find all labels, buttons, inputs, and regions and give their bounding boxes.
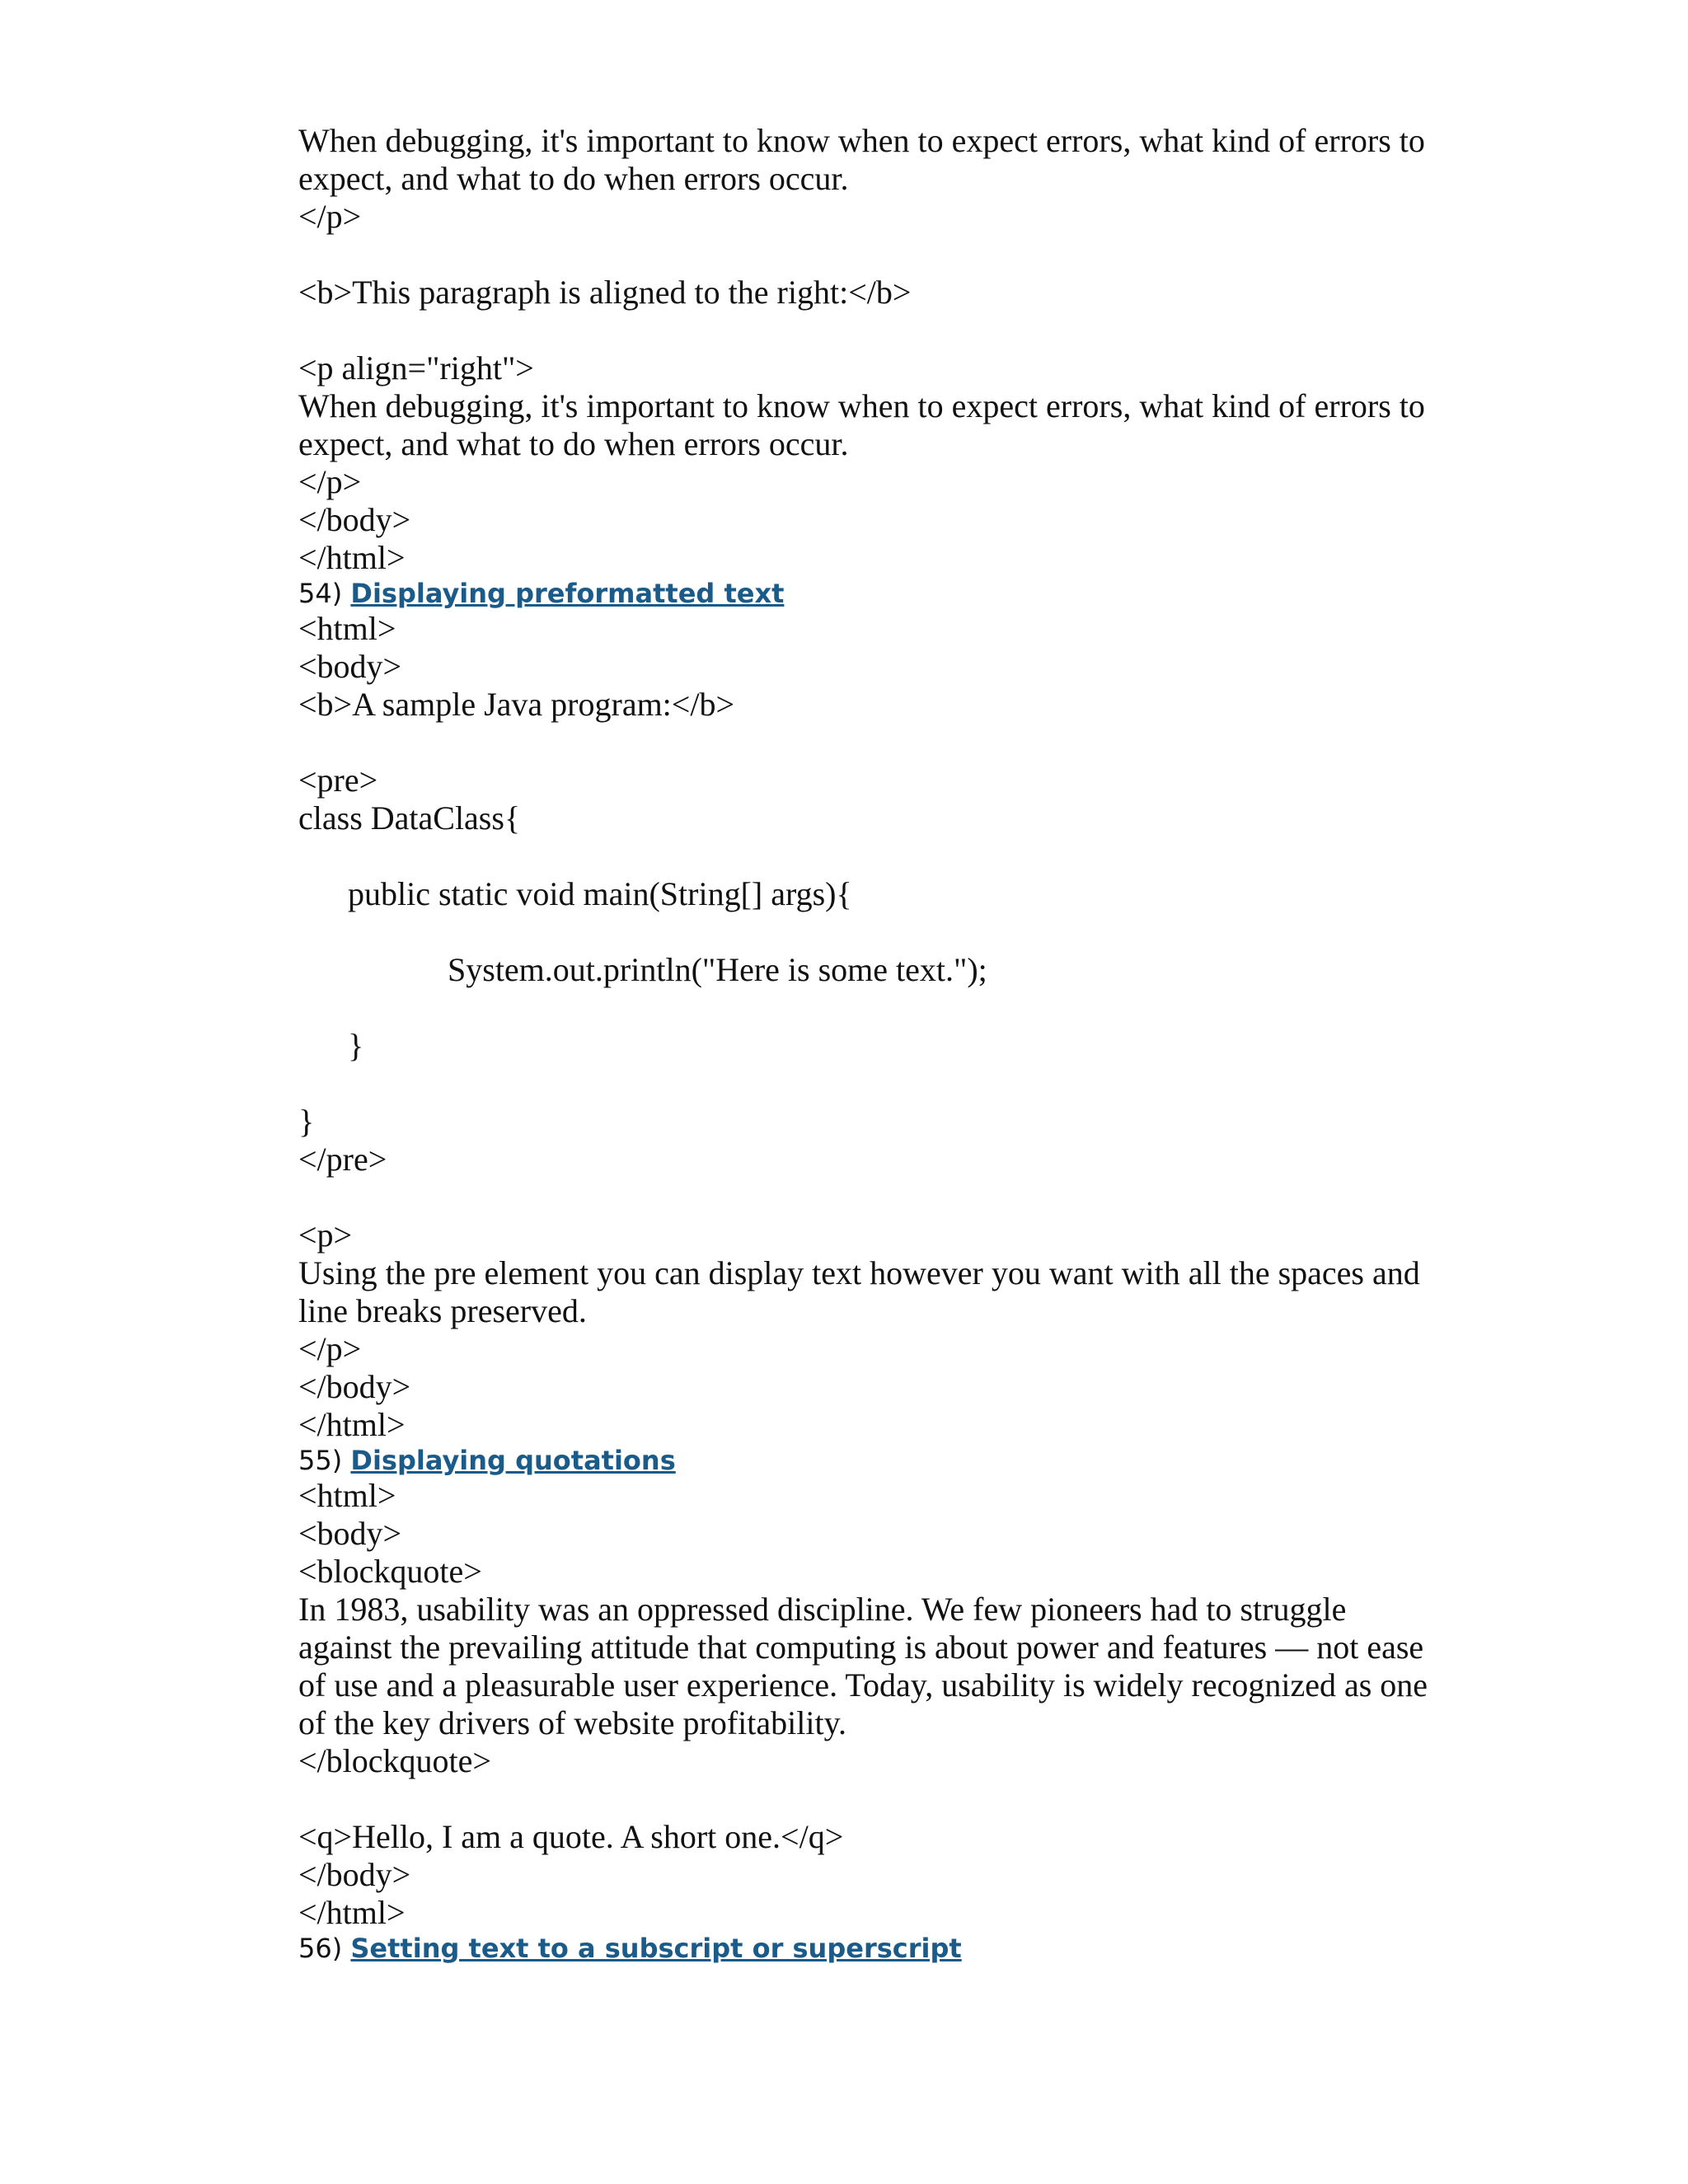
code-line: </body> [298, 1368, 411, 1405]
code-line: <html> [298, 1477, 396, 1514]
section-number: 54) [298, 578, 351, 609]
code-line: <q>Hello, I am a quote. A short one.</q> [298, 1818, 844, 1855]
code-line: </body> [298, 1856, 411, 1893]
blank-line [298, 1065, 1452, 1103]
code-line: System.out.println("Here is some text."); [448, 951, 987, 988]
code-line: of the key drivers of website profitability. [298, 1704, 846, 1741]
code-line: </p> [298, 1330, 362, 1367]
code-line: Using the pre element you can display text however you want with all the spaces and [298, 1254, 1420, 1291]
code-line: When debugging, it's important to know when to expect errors, what kind of errors to [298, 122, 1425, 159]
code-line: class DataClass{ [298, 799, 521, 837]
blank-line [298, 312, 1452, 349]
code-line: of use and a pleasurable user experience. Today, usability is widely recognized as one [298, 1666, 1428, 1704]
code-line: <html> [298, 610, 396, 647]
code-line: against the prevailing attitude that computing is about power and features — not ease [298, 1629, 1424, 1666]
code-line: In 1983, usability was an oppressed discipline. We few pioneers had to struggle [298, 1591, 1347, 1628]
code-line: </html> [298, 1894, 406, 1931]
code-line: expect, and what to do when errors occur. [298, 160, 849, 197]
code-line: <blockquote> [298, 1553, 482, 1590]
code-line: <body> [298, 648, 402, 685]
code-line: </p> [298, 198, 362, 235]
blank-line [298, 1179, 1452, 1216]
code-line: public static void main(String[] args){ [348, 875, 852, 912]
code-line: } [348, 1027, 364, 1064]
section-heading-55 [298, 1444, 1452, 1477]
blank-line [298, 837, 1452, 875]
blank-line [298, 989, 1452, 1027]
code-line: <body> [298, 1515, 402, 1552]
code-line: <b>This paragraph is aligned to the right:</b> [298, 274, 912, 311]
section-link-preformatted-text[interactable]: Displaying preformatted text [350, 578, 785, 609]
code-line: </p> [298, 463, 362, 500]
code-line: </body> [298, 501, 411, 538]
code-line: expect, and what to do when errors occur. [298, 425, 849, 462]
code-line: <b>A sample Java program:</b> [298, 686, 735, 723]
section-number: 56) [298, 1933, 351, 1964]
blank-line [298, 236, 1452, 274]
section-heading-56 [298, 1932, 1452, 1965]
code-line: </html> [298, 1406, 406, 1443]
code-line: </blockquote> [298, 1742, 491, 1779]
section-link-quotations[interactable]: Displaying quotations [350, 1445, 676, 1476]
section-number: 55) [298, 1445, 351, 1476]
section-link-subscript-superscript[interactable]: Setting text to a subscript or superscript [350, 1933, 962, 1964]
code-line: <p align="right"> [298, 349, 534, 387]
blank-line [298, 1780, 1452, 1818]
document-page [298, 122, 1452, 1965]
code-line: </pre> [298, 1141, 387, 1178]
blank-line [298, 913, 1452, 951]
section-heading-54 [298, 577, 1452, 610]
code-line: } [298, 1103, 315, 1140]
blank-line [298, 724, 1452, 762]
code-line: line breaks preserved. [298, 1292, 587, 1329]
code-line: When debugging, it's important to know when to expect errors, what kind of errors to [298, 387, 1425, 424]
code-line: </html> [298, 539, 406, 576]
code-line: <pre> [298, 762, 378, 799]
code-line: <p> [298, 1216, 353, 1254]
